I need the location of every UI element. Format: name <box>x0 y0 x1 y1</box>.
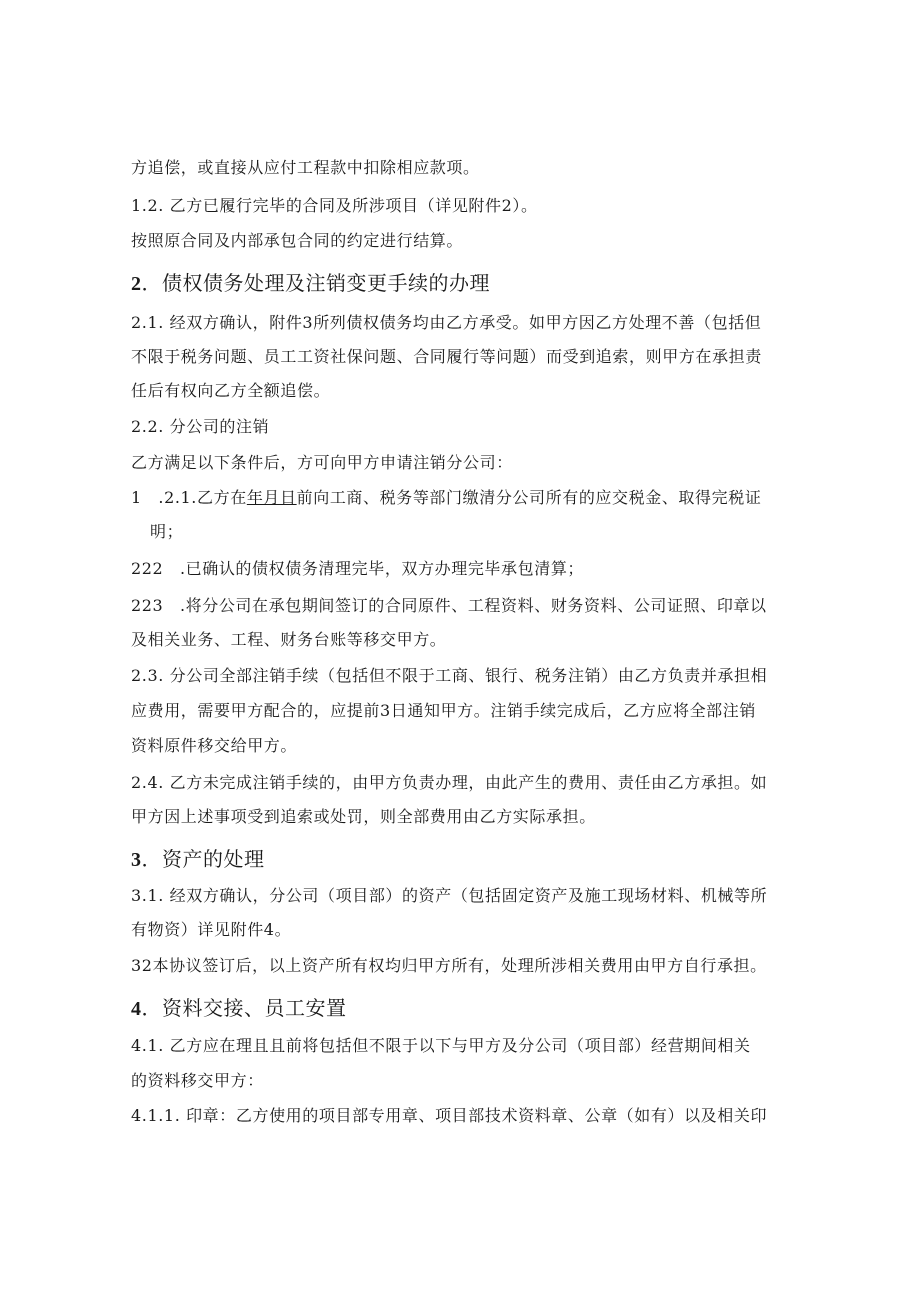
paragraph-line: 2.2. 分公司的注销 <box>131 417 270 436</box>
paragraph-line: 乙方满足以下条件后，方可向甲方申请注销分公司： <box>131 453 513 472</box>
paragraph-line: 任后有权向乙方全额追偿。 <box>131 381 331 400</box>
section-title: ．资产的处理 <box>141 847 265 871</box>
line-text: 1 .2.1.乙方在 <box>131 488 247 507</box>
section-heading-3 <box>131 846 265 873</box>
line-text: 前向工商、税务等部门缴清分公司所有的应交税金、取得完税证 <box>296 488 762 507</box>
paragraph-line: 1.2. 乙方已履行完毕的合同及所涉项目（详见附件2）。 <box>131 196 538 215</box>
section-heading-4 <box>131 995 347 1022</box>
paragraph-line: 的资料移交甲方： <box>131 1071 264 1090</box>
paragraph-line: 不限于税务问题、员工工资社保问题、合同履行等问题）而受到追索，则甲方在承担责 <box>131 347 762 366</box>
section-number: 4 <box>131 998 142 1020</box>
section-number: 3 <box>131 849 142 871</box>
paragraph-line: 有物资）详见附件4。 <box>131 920 292 939</box>
paragraph-line: 223 .将分公司在承包期间签订的合同原件、工程资料、财务资料、公司证照、印章以 <box>131 596 767 615</box>
paragraph-line: 资料原件移交给甲方。 <box>131 736 298 755</box>
paragraph-line: 4.1. 乙方应在理且且前将包括但不限于以下与甲方及分公司（项目部）经营期间相关 <box>131 1036 751 1055</box>
paragraph-line: 按照原合同及内部承包合同的约定进行结算。 <box>131 231 464 250</box>
paragraph-line: 及相关业务、工程、财务台账等移交甲方。 <box>131 630 447 649</box>
section-title: ．资料交接、员工安置 <box>141 996 347 1020</box>
paragraph-line: 32本协议签订后，以上资产所有权均归甲方所有，处理所涉相关费用由甲方自行承担。 <box>131 956 767 975</box>
date-blank: 年月日 <box>246 488 297 507</box>
section-heading-2 <box>131 270 490 297</box>
paragraph-line: 2.1. 经双方确认，附件3所列债权债务均由乙方承受。如甲方因乙方处理不善（包括但 <box>131 313 762 332</box>
section-title: ．债权债务处理及注销变更手续的办理 <box>141 271 490 295</box>
paragraph-line: 应费用，需要甲方配合的，应提前3日通知甲方。注销手续完成后，乙方应将全部注销 <box>131 701 756 720</box>
paragraph-line: 2.4. 乙方未完成注销手续的，由甲方负责办理，由此产生的费用、责任由乙方承担。如 <box>131 773 768 792</box>
paragraph-line <box>131 487 761 509</box>
paragraph-line: 明； <box>150 522 184 541</box>
paragraph-line: 方追偿，或直接从应付工程款中扣除相应款项。 <box>131 158 480 177</box>
paragraph-line: 4.1.1. 印章：乙方使用的项目部专用章、项目部技术资料章、公章（如有）以及相关印 <box>131 1106 768 1125</box>
paragraph-line: 甲方因上述事项受到追索或处罚，则全部费用由乙方实际承担。 <box>131 807 596 826</box>
section-number: 2 <box>131 273 142 295</box>
paragraph-line: 2.3. 分公司全部注销手续（包括但不限于工商、银行、税务注销）由乙方负责并承担相 <box>131 666 768 685</box>
paragraph-line: 3.1. 经双方确认，分公司（项目部）的资产（包括固定资产及施工现场材料、机械等所 <box>131 886 768 905</box>
paragraph-line: 222 .已确认的债权债务清理完毕，双方办理完毕承包清算； <box>131 559 585 578</box>
